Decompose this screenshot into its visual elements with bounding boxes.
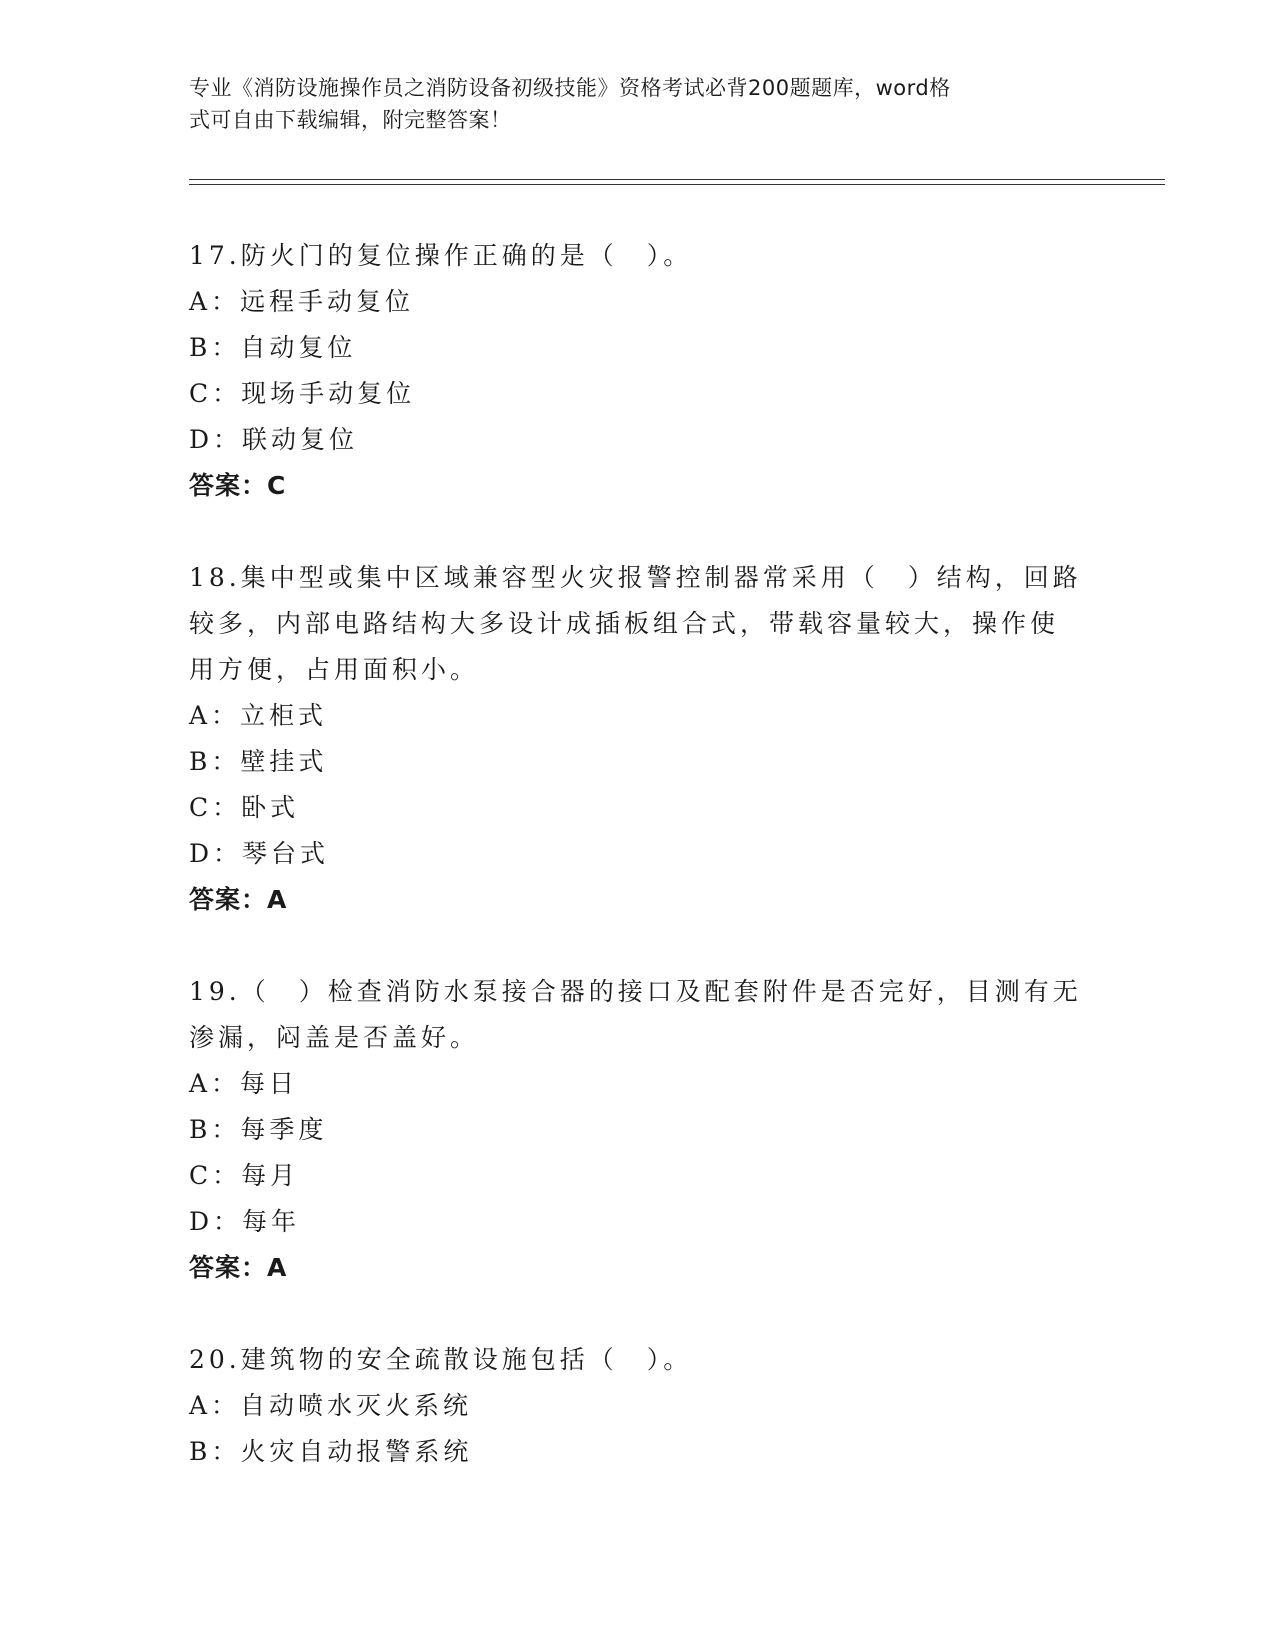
option-c: C：现场手动复位	[189, 379, 416, 408]
question-17	[189, 233, 1089, 509]
question-20	[189, 1337, 1089, 1475]
option-d: D：每年	[189, 1207, 301, 1236]
option-c: C：每月	[189, 1161, 300, 1190]
document-header	[189, 72, 1089, 136]
option-a: A：每日	[189, 1069, 299, 1098]
option-b: B：火灾自动报警系统	[189, 1437, 473, 1466]
header-line-2: 式可自由下载编辑，附完整答案！	[189, 108, 512, 132]
question-stem: 较多，内部电路结构大多设计成插板组合式，带载容量较大，操作使	[189, 609, 1060, 638]
answer: 答案：A	[189, 885, 288, 914]
option-a: A：远程手动复位	[189, 287, 415, 316]
option-c: C：卧式	[189, 793, 300, 822]
question-stem: 17.防火门的复位操作正确的是（ ）。	[189, 241, 693, 270]
answer: 答案：C	[189, 471, 287, 500]
question-stem: 渗漏，闷盖是否盖好。	[189, 1023, 480, 1052]
header-divider-top	[189, 179, 1165, 180]
option-a: A：自动喷水灭火系统	[189, 1391, 473, 1420]
question-list	[189, 233, 1089, 1521]
question-stem: 18.集中型或集中区域兼容型火灾报警控制器常采用（ ）结构，回路	[189, 563, 1082, 592]
option-a: A：立柜式	[189, 701, 328, 730]
option-b: B：壁挂式	[189, 747, 328, 776]
answer: 答案：A	[189, 1253, 288, 1282]
header-divider-bottom	[189, 184, 1165, 185]
header-line-1: 专业《消防设施操作员之消防设备初级技能》资格考试必背200题题库，word格	[189, 76, 951, 100]
question-stem: 20.建筑物的安全疏散设施包括（ ）。	[189, 1345, 693, 1374]
question-19	[189, 969, 1089, 1291]
option-d: D：联动复位	[189, 425, 359, 454]
question-stem: 19.（ ）检查消防水泵接合器的接口及配套附件是否完好，目测有无	[189, 977, 1082, 1006]
option-b: B：每季度	[189, 1115, 328, 1144]
option-b: B：自动复位	[189, 333, 357, 362]
option-d: D：琴台式	[189, 839, 330, 868]
question-18	[189, 555, 1089, 923]
question-stem: 用方便，占用面积小。	[189, 655, 480, 684]
